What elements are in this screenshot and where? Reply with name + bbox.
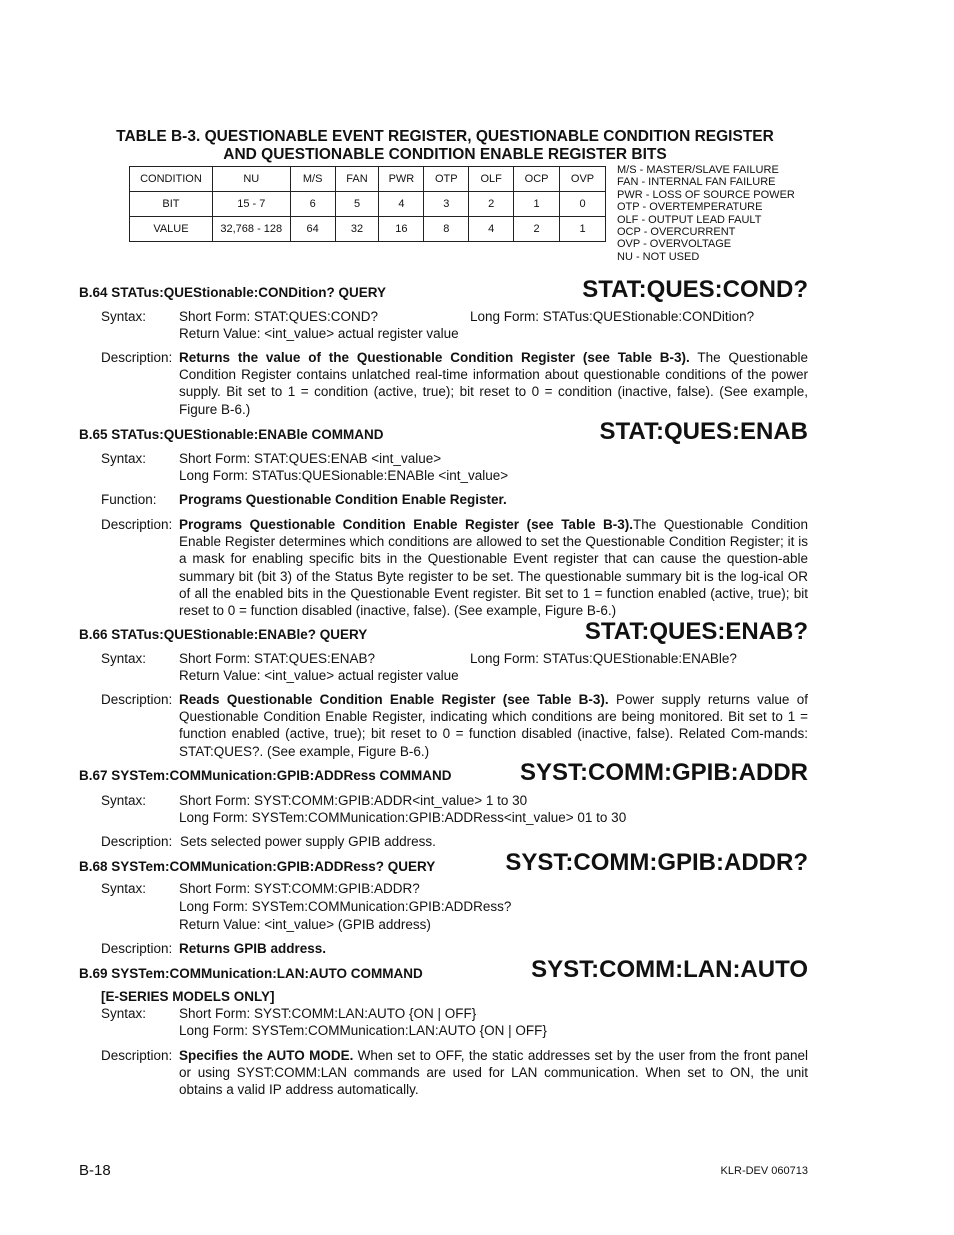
- section-heading-b68: B.68 SYSTem:COMMunication:GPIB:ADDRess? QUERY: [79, 859, 436, 874]
- function-text: Programs Questionable Condition Enable Register.: [179, 492, 507, 507]
- description-text: The Questionable Condition Enable Register determines which conditions are allowed to set the Questionable Condition Register; it is a mask for enabling specific bits in the Questionable Event register that can cause the question-able summary bit (bit 3) of the Status Byte register to be set. The questionable summary bit is the log-ical OR of all the enabled bits in the Questionable Event register. Bit set to 1 = function enabled (active, true); bit reset to 0 = function disabled (inactive, false). (See example, Figure B-6.): [179, 517, 808, 619]
- syntax-label: Syntax:: [101, 309, 147, 324]
- table-cell: 15 - 7: [212, 192, 290, 217]
- table-caption-line1: TABLE B-3. QUESTIONABLE EVENT REGISTER, QUESTIONABLE CONDITION REGISTER: [116, 128, 774, 145]
- table-cell: CONDITION: [130, 167, 213, 192]
- section-heading-b64: B.64 STATus:QUEStionable:CONDition? QUERY: [79, 285, 387, 300]
- table-cell: 16: [379, 217, 424, 242]
- table-cell: 2: [469, 192, 514, 217]
- description-label: Description:: [101, 517, 173, 532]
- table-cell: 8: [424, 217, 469, 242]
- command-b68: SYST:COMM:GPIB:ADDR?: [505, 849, 808, 876]
- page-number: B-18: [79, 1162, 111, 1179]
- description-text: When set to OFF, the static addresses set by the user from the front panel or using SYST:COMM:LAN commands are used for LAN communication. When set to ON, the unit obtains a valid IP address automatically.: [179, 1048, 808, 1098]
- table-legend: [617, 164, 817, 263]
- description-text: The Questionable Condition Register contains unlatched real-time information about questionable conditions of the power supply. Bit set to 1 = condition (active, true); bit reset to 0 = condition (inactive, false). (See example, Figure B-6.): [179, 350, 808, 417]
- long-form: Long Form: SYSTem:COMMunication:LAN:AUTO {ON | OFF}: [179, 1023, 547, 1038]
- syntax-label: Syntax:: [101, 793, 147, 808]
- section-heading-b69: B.69 SYSTem:COMMunication:LAN:AUTO COMMAND: [79, 966, 423, 981]
- table-cell: 6: [290, 192, 335, 217]
- legend-item: OTP - OVERTEMPERATURE: [617, 201, 763, 214]
- legend-item: FAN - INTERNAL FAN FAILURE: [617, 176, 776, 189]
- return-value: Return Value: <int_value> actual register value: [179, 326, 459, 341]
- long-form: Long Form: STATus:QUEStionable:ENABle?: [470, 651, 737, 666]
- register-bits-table: [129, 166, 606, 242]
- description-text: Power supply returns value of Questionable Condition Enable Register, indicating which conditions are being monitored. Bit set to 1 = function enabled (active, true); bit reset to 0 = function disabled (inactive, false). Related Com-mands: STAT:QUES?. (See example, Figure B-6.): [179, 692, 808, 759]
- short-form: Short Form: STAT:QUES:COND?: [179, 309, 379, 324]
- legend-item: PWR - LOSS OF SOURCE POWER: [617, 188, 795, 201]
- description-label: Description:: [101, 834, 173, 849]
- table-row: [130, 192, 606, 217]
- description-b66: [179, 691, 808, 760]
- return-value: Return Value: <int_value> actual register value: [179, 668, 459, 683]
- description-label: Description:: [101, 350, 173, 365]
- table-cell: 2: [514, 217, 560, 242]
- table-cell: 1: [514, 192, 560, 217]
- table-cell: 1: [560, 217, 606, 242]
- description-bold: Specifies the AUTO MODE.: [179, 1048, 354, 1063]
- models-note: [E-SERIES MODELS ONLY]: [101, 989, 275, 1004]
- table-caption-line2: AND QUESTIONABLE CONDITION ENABLE REGISTER BITS: [223, 146, 667, 163]
- table-cell: OCP: [514, 167, 560, 192]
- table-cell: M/S: [290, 167, 335, 192]
- table-caption: [60, 128, 830, 164]
- short-form: Short Form: SYST:COMM:GPIB:ADDR?: [179, 881, 420, 896]
- table-row: [130, 167, 606, 192]
- table-cell: 5: [335, 192, 379, 217]
- long-form: Long Form: SYSTem:COMMunication:GPIB:ADDRess?: [179, 899, 512, 914]
- syntax-label: Syntax:: [101, 1006, 147, 1021]
- legend-item: OLF - OUTPUT LEAD FAULT: [617, 213, 762, 226]
- table-cell: VALUE: [130, 217, 213, 242]
- table-cell: BIT: [130, 192, 213, 217]
- description-label: Description:: [101, 1048, 173, 1063]
- table-cell: 32: [335, 217, 379, 242]
- table-cell: OVP: [560, 167, 606, 192]
- function-label: Function:: [101, 492, 157, 507]
- command-b69: SYST:COMM:LAN:AUTO: [531, 956, 808, 983]
- description-b68: Returns GPIB address.: [179, 941, 327, 956]
- syntax-label: Syntax:: [101, 881, 147, 896]
- table-cell: NU: [212, 167, 290, 192]
- table-row: [130, 217, 606, 242]
- description-b65: [179, 516, 808, 619]
- syntax-label: Syntax:: [101, 451, 147, 466]
- command-b66: STAT:QUES:ENAB?: [584, 618, 808, 645]
- table-cell: OTP: [424, 167, 469, 192]
- legend-item: OCP - OVERCURRENT: [617, 226, 736, 239]
- document-id: KLR-DEV 060713: [720, 1165, 808, 1177]
- table-cell: PWR: [379, 167, 424, 192]
- short-form: Short Form: STAT:QUES:ENAB <int_value>: [179, 451, 442, 466]
- table-cell: 3: [424, 192, 469, 217]
- section-heading-b66: B.66 STATus:QUEStionable:ENABle? QUERY: [79, 627, 368, 642]
- short-form: Short Form: SYST:COMM:GPIB:ADDR<int_value> 1 to 30: [179, 793, 528, 808]
- legend-item: OVP - OVERVOLTAGE: [617, 238, 732, 251]
- syntax-label: Syntax:: [101, 651, 147, 666]
- description-b67: Sets selected power supply GPIB address.: [180, 834, 436, 849]
- table-cell: FAN: [335, 167, 379, 192]
- long-form: Long Form: STATus:QUEStionable:CONDition?: [470, 309, 755, 324]
- table-cell: 32,768 - 128: [212, 217, 290, 242]
- command-b67: SYST:COMM:GPIB:ADDR: [520, 759, 808, 786]
- table-cell: 4: [379, 192, 424, 217]
- table-cell: OLF: [469, 167, 514, 192]
- legend-item: NU - NOT USED: [617, 250, 700, 263]
- long-form: Long Form: SYSTem:COMMunication:GPIB:ADDRess<int_value> 01 to 30: [179, 810, 627, 825]
- table-cell: 0: [560, 192, 606, 217]
- command-b64: STAT:QUES:COND?: [582, 276, 808, 303]
- description-bold: Reads Questionable Condition Enable Register (see Table B-3).: [179, 692, 609, 707]
- short-form: Short Form: STAT:QUES:ENAB?: [179, 651, 376, 666]
- section-heading-b67: B.67 SYSTem:COMMunication:GPIB:ADDRess COMMAND: [79, 768, 452, 783]
- description-label: Description:: [101, 692, 173, 707]
- return-value: Return Value: <int_value> (GPIB address): [179, 917, 431, 932]
- description-b64: [179, 349, 808, 418]
- table-cell: 4: [469, 217, 514, 242]
- description-bold: Programs Questionable Condition Enable Register (see Table B-3).: [179, 517, 634, 532]
- description-b69: [179, 1047, 808, 1099]
- description-label: Description:: [101, 941, 173, 956]
- table-cell: 64: [290, 217, 335, 242]
- long-form: Long Form: STATus:QUESionable:ENABle <int_value>: [179, 468, 509, 483]
- section-heading-b65: B.65 STATus:QUEStionable:ENABle COMMAND: [79, 427, 384, 442]
- description-bold: Returns the value of the Questionable Condition Register (see Table B-3).: [179, 350, 690, 365]
- short-form: Short Form: SYST:COMM:LAN:AUTO {ON | OFF}: [179, 1006, 477, 1021]
- legend-item: M/S - MASTER/SLAVE FAILURE: [617, 164, 779, 176]
- command-b65: STAT:QUES:ENAB: [599, 418, 808, 445]
